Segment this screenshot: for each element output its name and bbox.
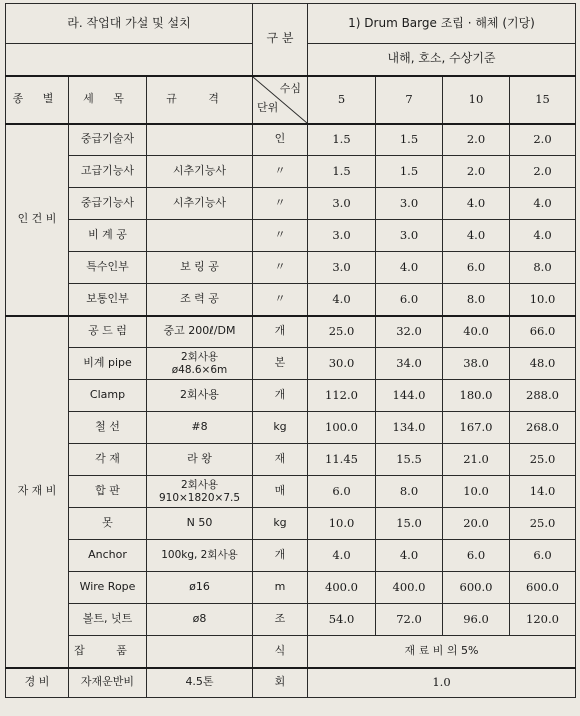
estimate-sheet: [5, 3, 575, 713]
value-cell: 120.0: [510, 604, 576, 636]
table-row: [6, 476, 576, 508]
table-row: [6, 220, 576, 252]
sub-title: 내해, 호소, 수상기준: [308, 44, 576, 76]
group-label-materials: 자 재 비: [6, 316, 69, 668]
col-header-unit-depth: [253, 76, 308, 124]
item-unit: m: [253, 572, 308, 604]
item-unit: 개: [253, 540, 308, 572]
item-name: 자재운반비: [69, 668, 147, 698]
value-cell: 288.0: [510, 380, 576, 412]
item-unit: 식: [253, 636, 308, 668]
value-cell: 3.0: [308, 220, 376, 252]
table-row: [6, 636, 576, 668]
value-cell: 167.0: [443, 412, 510, 444]
item-spec: 조 력 공: [147, 284, 253, 316]
value-cell: 134.0: [376, 412, 443, 444]
item-unit: 본: [253, 348, 308, 380]
value-cell: 54.0: [308, 604, 376, 636]
item-spec: [147, 636, 253, 668]
value-cell: 3.0: [308, 188, 376, 220]
value-cell: 32.0: [376, 316, 443, 348]
value-cell: 25.0: [510, 444, 576, 476]
depth-15: 15: [510, 76, 576, 124]
item-spec: 시추기능사: [147, 188, 253, 220]
value-cell: 268.0: [510, 412, 576, 444]
value-cell: 15.5: [376, 444, 443, 476]
table-row: [6, 316, 576, 348]
col-header-type: 종 별: [6, 76, 69, 124]
col-header-spec: 규 격: [147, 76, 253, 124]
value-cell: 48.0: [510, 348, 576, 380]
item-spec: ø16: [147, 572, 253, 604]
item-name: 철 선: [69, 412, 147, 444]
item-spec: 100kg, 2회사용: [147, 540, 253, 572]
item-name: Wire Rope: [69, 572, 147, 604]
item-spec: 보 링 공: [147, 252, 253, 284]
item-name: 중급기능사: [69, 188, 147, 220]
table-row: [6, 156, 576, 188]
depth-label: 수심: [279, 81, 301, 95]
table-row: [6, 444, 576, 476]
value-cell: 40.0: [443, 316, 510, 348]
value-cell: 96.0: [443, 604, 510, 636]
table-row: [6, 284, 576, 316]
section-title-spacer: [6, 44, 253, 76]
item-name: 공 드 럼: [69, 316, 147, 348]
table-row: [6, 668, 576, 698]
value-cell: 180.0: [443, 380, 510, 412]
item-spec-line1: 2회사용: [180, 351, 219, 364]
item-spec: 중고 200ℓ/DM: [147, 316, 253, 348]
value-cell: 1.5: [308, 156, 376, 188]
item-name: 비계 pipe: [69, 348, 147, 380]
item-unit: 개: [253, 316, 308, 348]
value-cell: 10.0: [443, 476, 510, 508]
item-spec: 2회사용: [147, 380, 253, 412]
item-spec: 라 왕: [147, 444, 253, 476]
table-row: [6, 188, 576, 220]
depth-10: 10: [443, 76, 510, 124]
value-cell: 8.0: [376, 476, 443, 508]
value-cell: 4.0: [443, 188, 510, 220]
value-cell: 10.0: [510, 284, 576, 316]
value-cell: 1.5: [376, 156, 443, 188]
depth-5: 5: [308, 76, 376, 124]
item-name: 특수인부: [69, 252, 147, 284]
table-row: [6, 124, 576, 156]
item-spec: #8: [147, 412, 253, 444]
value-cell: 4.0: [376, 540, 443, 572]
value-cell: 3.0: [308, 252, 376, 284]
gubun-label: 구 분: [253, 4, 308, 76]
value-cell: 38.0: [443, 348, 510, 380]
value-cell: 10.0: [308, 508, 376, 540]
item-unit: kg: [253, 508, 308, 540]
value-cell: 21.0: [443, 444, 510, 476]
value-cell: 4.0: [510, 188, 576, 220]
item-unit: 조: [253, 604, 308, 636]
value-cell: 11.45: [308, 444, 376, 476]
table-row: [6, 508, 576, 540]
value-cell: 3.0: [376, 188, 443, 220]
table-row: [6, 604, 576, 636]
value-cell: 25.0: [308, 316, 376, 348]
item-name: 잡 품: [69, 636, 147, 668]
value-cell: 6.0: [510, 540, 576, 572]
item-spec-line1: 2회사용: [180, 479, 219, 492]
item-unit: 〃: [253, 252, 308, 284]
item-spec: ø8: [147, 604, 253, 636]
item-unit: kg: [253, 412, 308, 444]
item-unit: 개: [253, 380, 308, 412]
value-cell: 600.0: [510, 572, 576, 604]
item-name: 못: [69, 508, 147, 540]
section-title: 라. 작업대 가설 및 설치: [6, 4, 253, 44]
value-cell: 4.0: [510, 220, 576, 252]
item-unit: 〃: [253, 284, 308, 316]
item-unit: 〃: [253, 156, 308, 188]
group-label-expenses: 경 비: [6, 668, 69, 698]
item-name: 중급기술자: [69, 124, 147, 156]
value-cell: 4.0: [376, 252, 443, 284]
item-spec: [147, 348, 253, 380]
item-name: 고급기능사: [69, 156, 147, 188]
table-row: [6, 380, 576, 412]
merged-value-cell: 1.0: [308, 668, 576, 698]
value-cell: 25.0: [510, 508, 576, 540]
item-name: 각 재: [69, 444, 147, 476]
table-row: [6, 540, 576, 572]
item-name: 보통인부: [69, 284, 147, 316]
value-cell: 20.0: [443, 508, 510, 540]
value-cell: 2.0: [510, 124, 576, 156]
value-cell: 4.0: [308, 284, 376, 316]
value-cell: 6.0: [443, 540, 510, 572]
value-cell: 3.0: [376, 220, 443, 252]
value-cell: 400.0: [308, 572, 376, 604]
value-cell: 14.0: [510, 476, 576, 508]
col-header-item: 세 목: [69, 76, 147, 124]
depth-7: 7: [376, 76, 443, 124]
item-spec: 4.5톤: [147, 668, 253, 698]
value-cell: 72.0: [376, 604, 443, 636]
item-spec: N 50: [147, 508, 253, 540]
drum-barge-table: [5, 3, 576, 698]
value-cell: 8.0: [510, 252, 576, 284]
item-spec-line2: ø48.6×6m: [171, 363, 228, 376]
value-cell: 4.0: [443, 220, 510, 252]
value-cell: 34.0: [376, 348, 443, 380]
value-cell: 112.0: [308, 380, 376, 412]
merged-value-cell: 재 료 비 의 5%: [308, 636, 576, 668]
item-name: 볼트, 넛트: [69, 604, 147, 636]
value-cell: 1.5: [308, 124, 376, 156]
item-name: 비 계 공: [69, 220, 147, 252]
item-unit: 매: [253, 476, 308, 508]
group-label-labor: 인 건 비: [6, 124, 69, 316]
table-row: [6, 252, 576, 284]
value-cell: 4.0: [308, 540, 376, 572]
value-cell: 1.5: [376, 124, 443, 156]
value-cell: 8.0: [443, 284, 510, 316]
unit-label: 단위: [257, 100, 279, 114]
item-unit: 인: [253, 124, 308, 156]
value-cell: 400.0: [376, 572, 443, 604]
item-unit: 〃: [253, 220, 308, 252]
item-unit: 재: [253, 444, 308, 476]
item-name: Clamp: [69, 380, 147, 412]
item-unit: 회: [253, 668, 308, 698]
value-cell: 144.0: [376, 380, 443, 412]
item-name: Anchor: [69, 540, 147, 572]
item-spec: 시추기능사: [147, 156, 253, 188]
value-cell: 6.0: [443, 252, 510, 284]
value-cell: 2.0: [443, 124, 510, 156]
item-unit: 〃: [253, 188, 308, 220]
value-cell: 2.0: [510, 156, 576, 188]
item-spec: [147, 220, 253, 252]
item-spec-line2: 910×1820×7.5: [158, 491, 241, 504]
value-cell: 6.0: [308, 476, 376, 508]
table-row: [6, 348, 576, 380]
item-spec: [147, 476, 253, 508]
item-name: 합 판: [69, 476, 147, 508]
value-cell: 6.0: [376, 284, 443, 316]
table-row: [6, 572, 576, 604]
value-cell: 100.0: [308, 412, 376, 444]
item-spec: [147, 124, 253, 156]
value-cell: 30.0: [308, 348, 376, 380]
value-cell: 2.0: [443, 156, 510, 188]
value-cell: 600.0: [443, 572, 510, 604]
main-title: 1) Drum Barge 조립 · 해체 (기당): [308, 4, 576, 44]
value-cell: 66.0: [510, 316, 576, 348]
table-row: [6, 412, 576, 444]
value-cell: 15.0: [376, 508, 443, 540]
